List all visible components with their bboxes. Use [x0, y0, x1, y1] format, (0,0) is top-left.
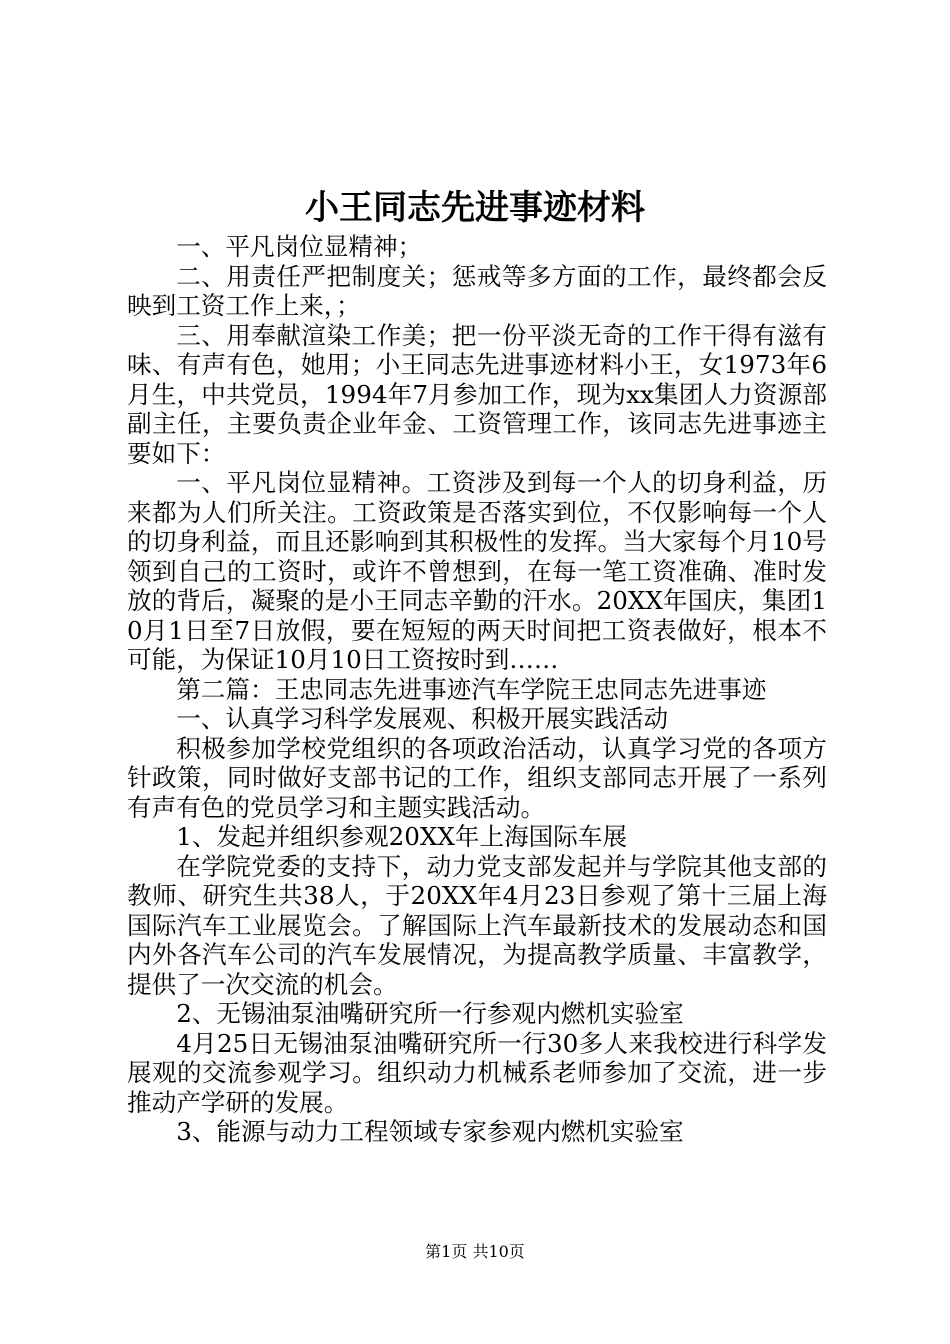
paragraph: 在学院党委的支持下，动力党支部发起并与学院其他支部的教师、研究生共38人，于20XX年4月23日参观了第十三届上海国际汽车工业展览会。了解国际上汽车最新技术的发展动态和国内外各汽车公司的汽车发展情况，为提高教学质量、丰富教学，提供了一次交流的机会。 [127, 851, 827, 999]
paragraph: 三、用奉献渲染工作美；把一份平淡无奇的工作干得有滋有味、有声有色，她用；小王同志先进事迹材料小王，女1973年6月生，中共党员，1994年7月参加工作，现为xx集团人力资源部副主任，主要负责企业年金、工资管理工作，该同志先进事迹主要如下： [127, 320, 827, 468]
paragraph: 1、发起并组织参观20XX年上海国际车展 [176, 822, 628, 851]
paragraph: 3、能源与动力工程领域专家参观内燃机实验室 [176, 1117, 684, 1146]
paragraph: 二、用责任严把制度关；惩戒等多方面的工作，最终都会反映到工资工作上来，； [127, 261, 827, 320]
paragraph: 2、无锡油泵油嘴研究所一行参观内燃机实验室 [176, 999, 684, 1028]
document-title: 小王同志先进事迹材料 [305, 188, 645, 228]
document-body [127, 232, 827, 1147]
paragraph: 一、认真学习科学发展观、积极开展实践活动 [176, 704, 669, 733]
paragraph: 一、平凡岗位显精神。工资涉及到每一个人的切身利益，历来都为人们所关注。工资政策是否落实到位，不仅影响每一个人的切身利益，而且还影响到其积极性的发挥。当大家每个月10号领到自己的工资时，或许不曾想到，在每一笔工资准确、准时发放的背后，凝聚的是小王同志辛勤的汗水。20XX年国庆，集团10月1日至7日放假，要在短短的两天时间把工资表做好，根本不可能，为保证10月10日工资按时到…… [127, 468, 827, 674]
section-heading: 第二篇：王忠同志先进事迹汽车学院王忠同志先进事迹 [176, 674, 767, 704]
paragraph: 一、平凡岗位显精神； [176, 232, 423, 261]
paragraph: 积极参加学校党组织的各项政治活动，认真学习党的各项方针政策，同时做好支部书记的工作，组织支部同志开展了一系列有声有色的党员学习和主题实践活动。 [127, 733, 827, 822]
page-number: 第1页 共10页 [425, 1242, 525, 1261]
paragraph: 4月25日无锡油泵油嘴研究所一行30多人来我校进行科学发展观的交流参观学习。组织动力机械系老师参加了交流，进一步推动产学研的发展。 [127, 1028, 827, 1117]
